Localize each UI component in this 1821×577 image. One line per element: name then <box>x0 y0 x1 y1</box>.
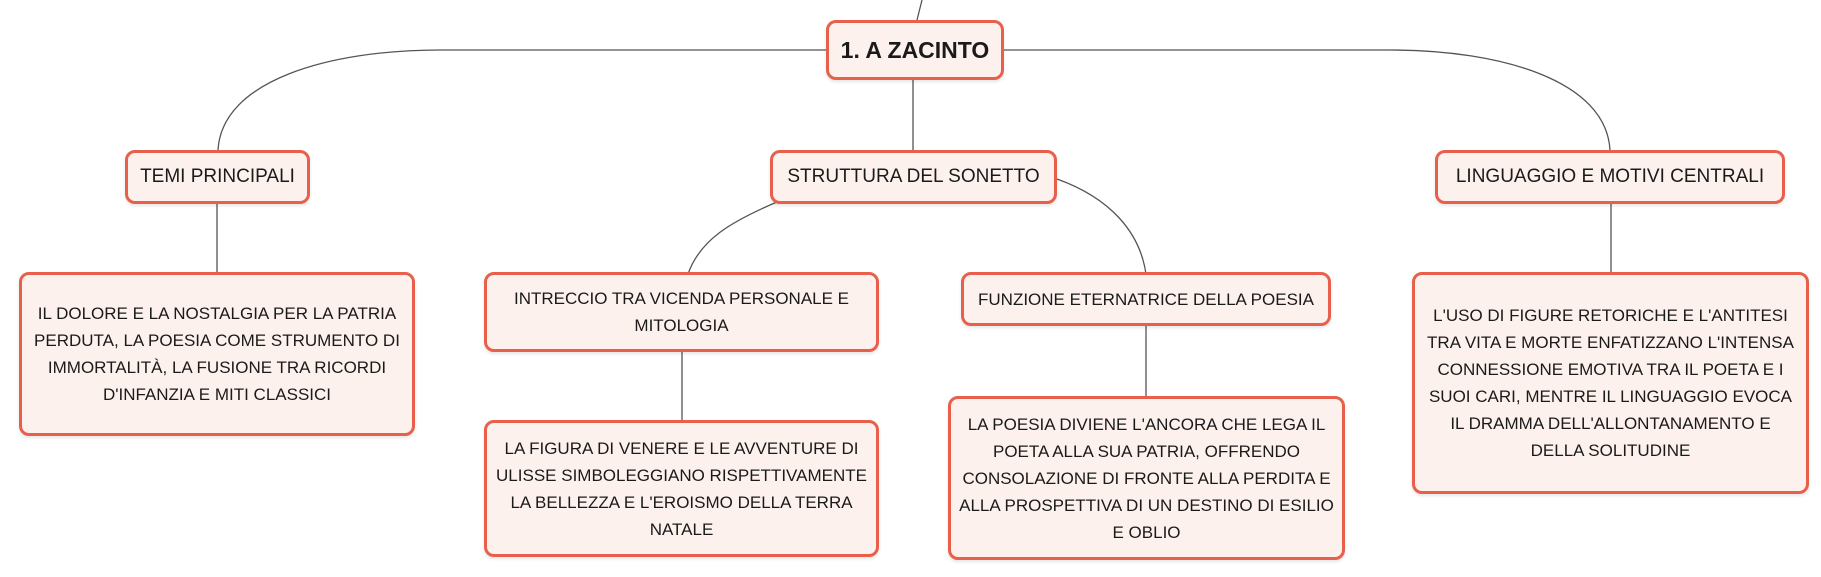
detail-linguaggio-text: L'USO DI FIGURE RETORICHE E L'ANTITESI TRA VITA E MORTE ENFATIZZANO L'INTENSA CONNESSIONE EMOTIVA TRA IL POETA E I SUOI CARI, MENTRE IL LINGUAGGIO EVOCA IL DRAMMA DELL'ALLONTANAMENTO E DELLA SOLITUDINE <box>1427 306 1794 460</box>
topic-temi-principali-label: TEMI PRINCIPALI <box>140 166 295 187</box>
detail-temi-principali-text: IL DOLORE E LA NOSTALGIA PER LA PATRIA PERDUTA, LA POESIA COME STRUMENTO DI IMMORTALITÀ, LA FUSIONE TRA RICORDI D'INFANZIA E MITI CLASSICI <box>34 304 400 404</box>
subtopic-funzione-eternatrice-label: FUNZIONE ETERNATRICE DELLA POESIA <box>978 289 1314 309</box>
detail-funzione-eternatrice[interactable] <box>948 396 1345 560</box>
connector-struttura-to-intreccio <box>688 202 777 274</box>
root-node-label: 1. A ZACINTO <box>840 36 990 63</box>
detail-linguaggio[interactable] <box>1412 272 1809 494</box>
connector-root-to-temi <box>218 50 828 150</box>
topic-linguaggio-e-motivi[interactable] <box>1435 150 1785 204</box>
topic-struttura-del-sonetto[interactable] <box>770 150 1057 204</box>
subtopic-funzione-eternatrice[interactable] <box>961 272 1331 326</box>
detail-intreccio[interactable] <box>484 420 879 557</box>
topic-temi-principali[interactable] <box>125 150 310 204</box>
connector-struttura-to-funzione <box>1057 179 1146 274</box>
detail-intreccio-text: LA FIGURA DI VENERE E LE AVVENTURE DI ULISSE SIMBOLEGGIANO RISPETTIVAMENTE LA BELLEZZA E L'EROISMO DELLA TERRA NATALE <box>496 438 867 539</box>
subtopic-intreccio[interactable] <box>484 272 879 352</box>
subtopic-intreccio-label: INTRECCIO TRA VICENDA PERSONALE E MITOLOGIA <box>513 289 850 335</box>
detail-funzione-eternatrice-text: LA POESIA DIVIENE L'ANCORA CHE LEGA IL POETA ALLA SUA PATRIA, OFFRENDO CONSOLAZIONE DI FRONTE ALLA PERDITA E ALLA PROSPETTIVA DI UN DESTINO DI ESILIO E OBLIO <box>959 414 1334 542</box>
connector-parent-to-root <box>917 0 922 20</box>
root-node[interactable] <box>826 20 1004 80</box>
topic-linguaggio-e-motivi-label: LINGUAGGIO E MOTIVI CENTRALI <box>1455 166 1765 187</box>
topic-struttura-del-sonetto-label: STRUTTURA DEL SONETTO <box>787 166 1040 187</box>
connector-root-to-linguaggio <box>1004 50 1610 150</box>
detail-temi-principali[interactable] <box>19 272 415 436</box>
